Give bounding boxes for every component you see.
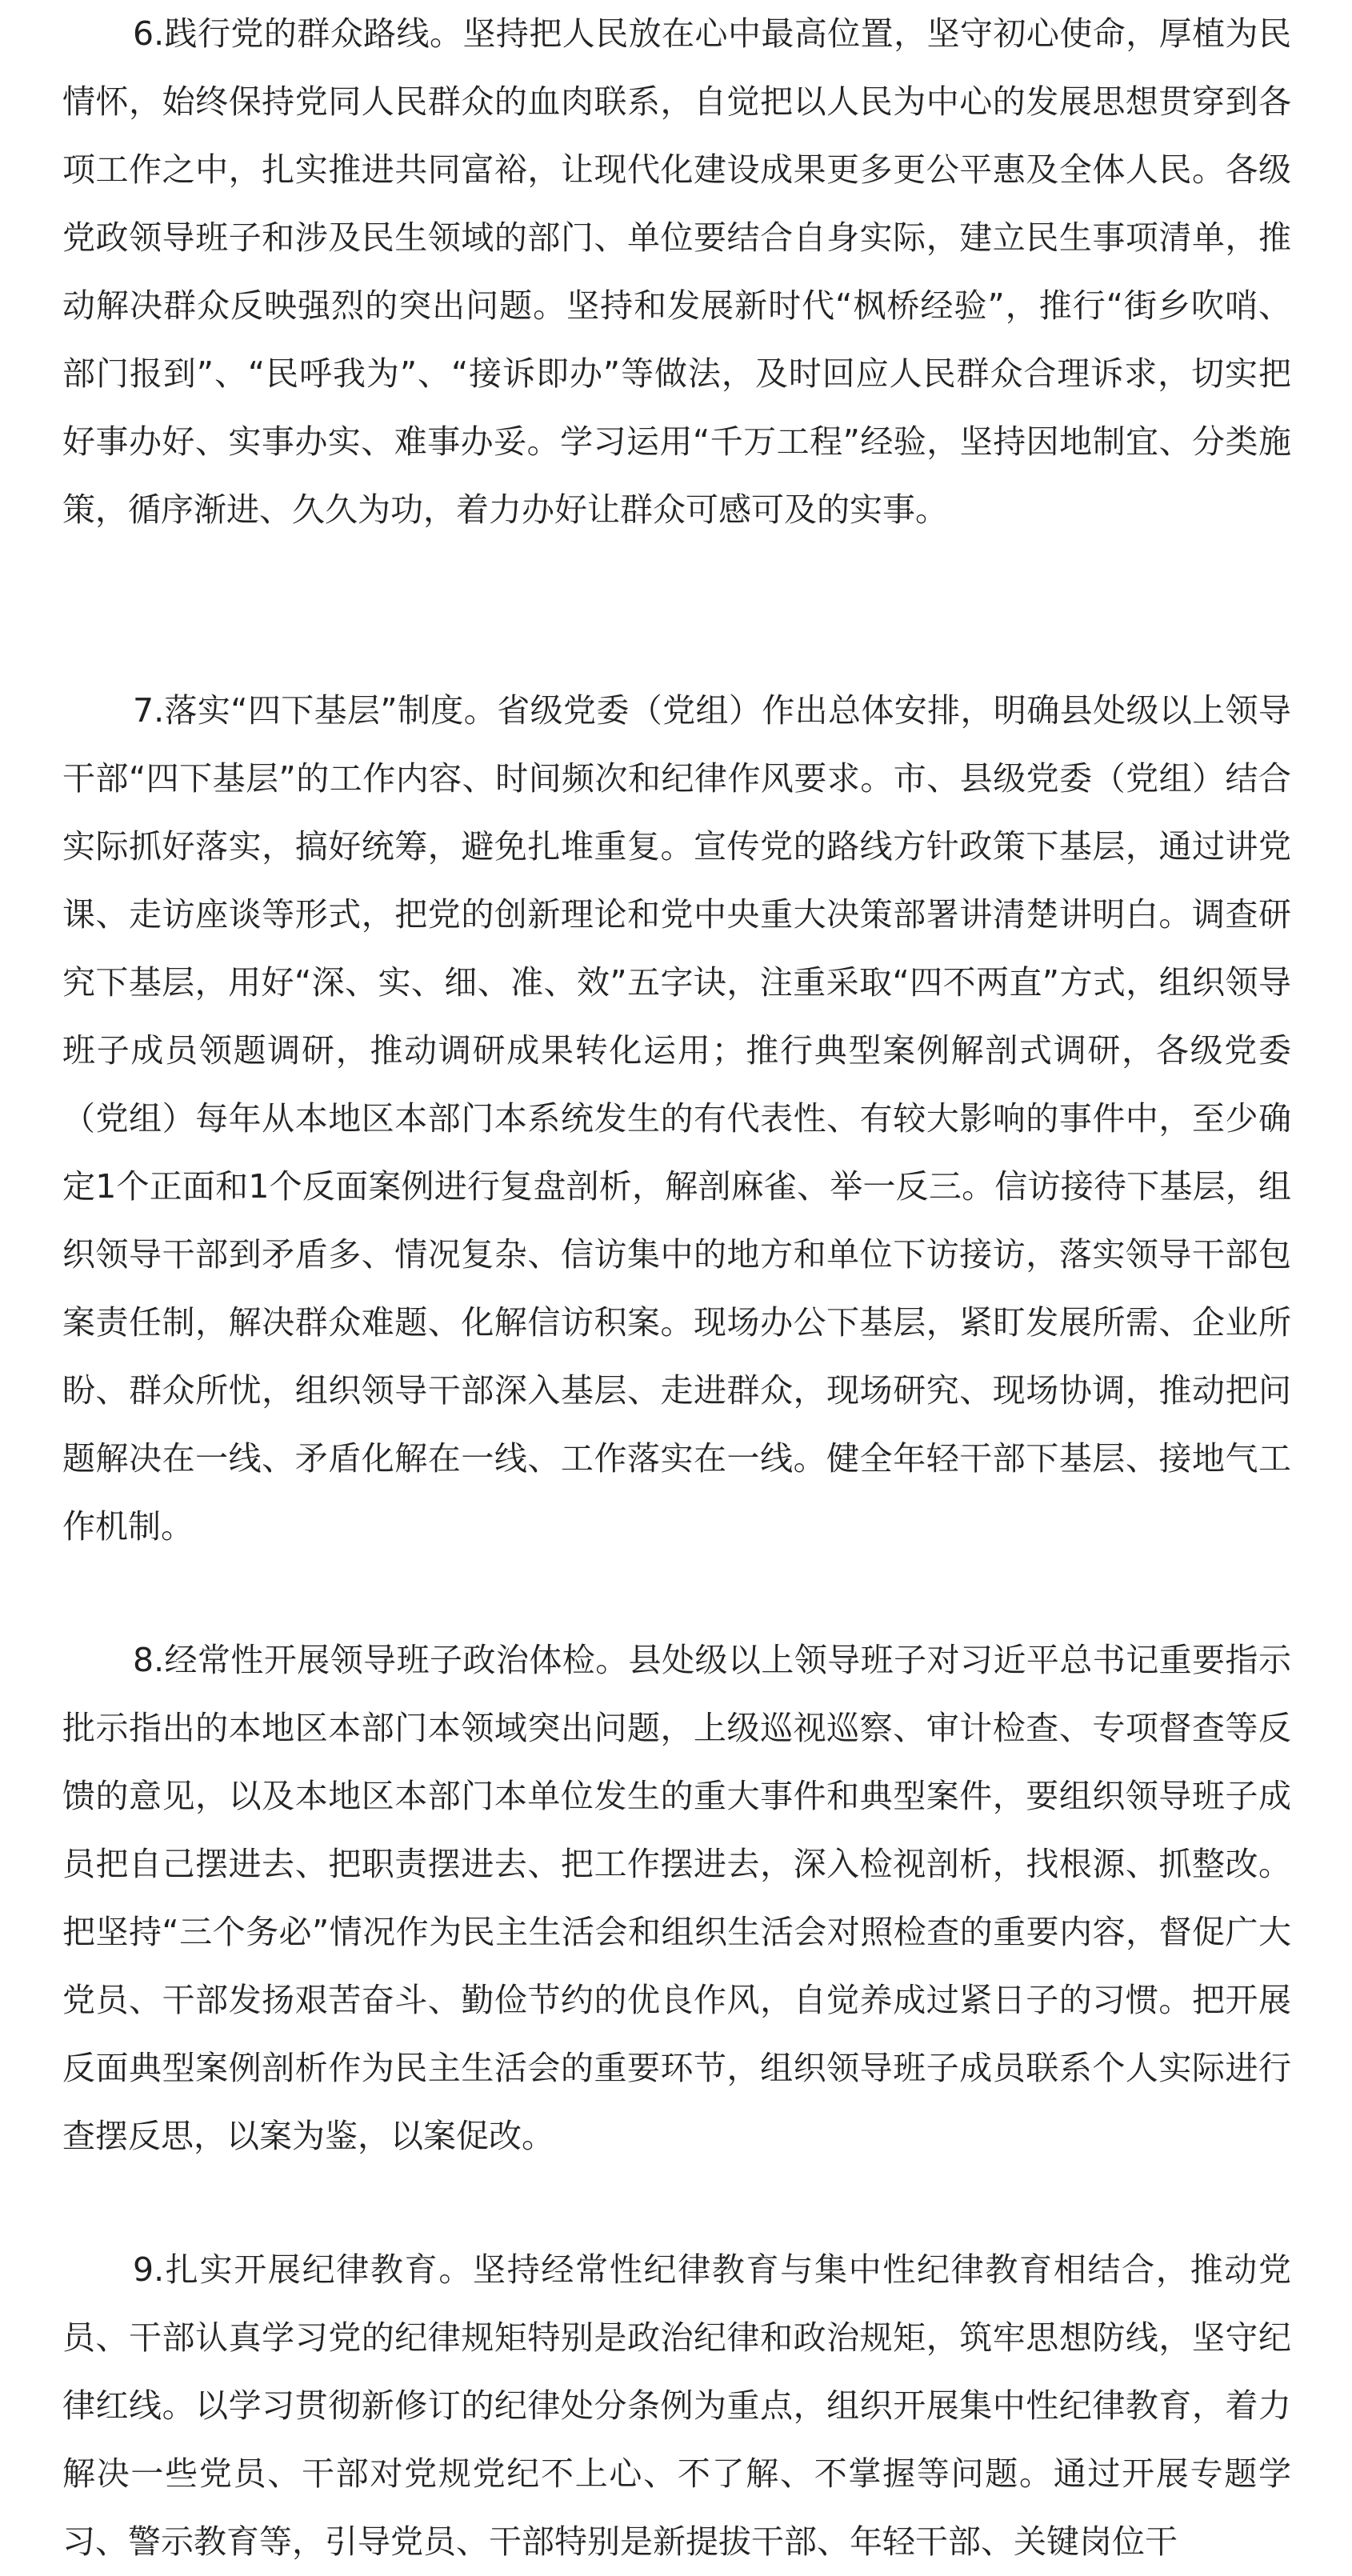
paragraph-6: 6.践行党的群众路线。坚持把人民放在心中最高位置，坚守初心使命，厚植为民情怀，始终保持党同人民群众的血肉联系，自觉把以人民为中心的发展思想贯穿到各项工作之中，扎实推进共同富裕，让现代化建设成果更多更公平惠及全体人民。各级党政领导班子和涉及民生领域的部门、单位要结合自身实际，建立民生事项清单，推动解决群众反映强烈的突出问题。坚持和发展新时代“枫桥经验”，推行“街乡吹哨、部门报到”、“民呼我为”、“接诉即办”等做法，及时回应人民群众合理诉求，切实把好事办好、实事办实、难事办妥。学习运用“千万工程”经验，坚持因地制宜、分类施策，循序渐进、久久为功，着力办好让群众可感可及的实事。 — [62, 14, 1291, 529]
paragraph-7: 7.落实“四下基层”制度。省级党委（党组）作出总体安排，明确县处级以上领导干部“四下基层”的工作内容、时间频次和纪律作风要求。市、县级党委（党组）结合实际抓好落实，搞好统筹，避免扎堆重复。宣传党的路线方针政策下基层，通过讲党课、走访座谈等形式，把党的创新理论和党中央重大决策部署讲清楚讲明白。调查研究下基层，用好“深、实、细、准、效”五字诀，注重采取“四不两直”方式，组织领导班子成员领题调研，推动调研成果转化运用；推行典型案例解剖式调研，各级党委（党组）每年从本地区本部门本系统发生的有代表性、有较大影响的事件中，至少确定1个正面和1个反面案例进行复盘剖析，解剖麻雀、举一反三。信访接待下基层，组织领导干部到矛盾多、情况复杂、信访集中的地方和单位下访接访，落实领导干部包案责任制，解决群众难题、化解信访积案。现场办公下基层，紧盯发展所需、企业所盼、群众所忧，组织领导干部深入基层、走进群众，现场研究、现场协调，推动把问题解决在一线、矛盾化解在一线、工作落实在一线。健全年轻干部下基层、接地气工作机制。 — [62, 691, 1291, 1546]
paragraph-9: 9.扎实开展纪律教育。坚持经常性纪律教育与集中性纪律教育相结合，推动党员、干部认真学习党的纪律规矩特别是政治纪律和政治规矩，筑牢思想防线，坚守纪律红线。以学习贯彻新修订的纪律处分条例为重点，组织开展集中性纪律教育，着力解决一些党员、干部对党规党纪不上心、不了解、不掌握等问题。通过开展专题学习、警示教育等，引导党员、干部特别是新提拔干部、年轻干部、关键岗位干 — [62, 2250, 1291, 2561]
paragraph-8: 8.经常性开展领导班子政治体检。县处级以上领导班子对习近平总书记重要指示批示指出的本地区本部门本领域突出问题，上级巡视巡察、审计检查、专项督查等反馈的意见，以及本地区本部门本单位发生的重大事件和典型案件，要组织领导班子成员把自己摆进去、把职责摆进去、把工作摆进去，深入检视剖析，找根源、抓整改。把坚持“三个务必”情况作为民主生活会和组织生活会对照检查的重要内容，督促广大党员、干部发扬艰苦奋斗、勤俭节约的优良作风，自觉养成过紧日子的习惯。把开展反面典型案例剖析作为民主生活会的重要环节，组织领导班子成员联系个人实际进行查摆反思，以案为鉴，以案促改。 — [62, 1641, 1291, 2155]
